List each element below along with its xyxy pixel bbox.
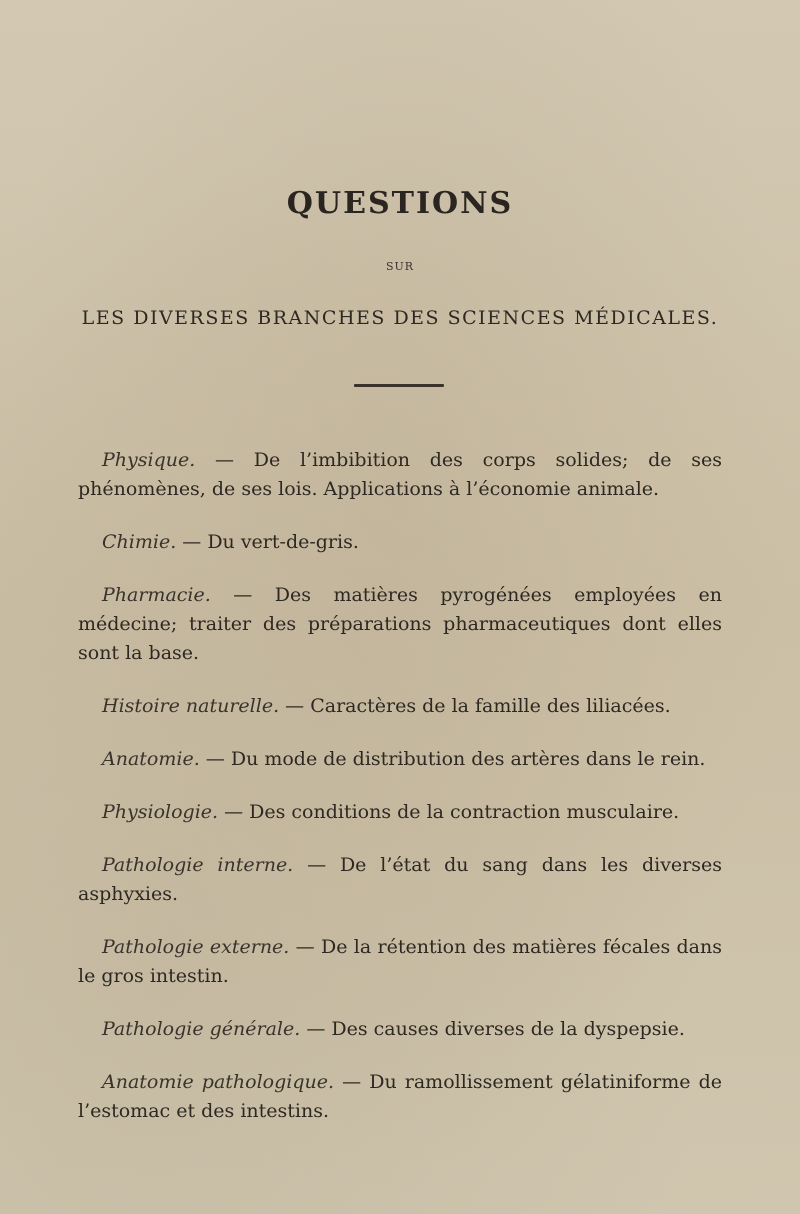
question-text: — Du vert-de-gris. xyxy=(176,531,359,553)
question-item xyxy=(78,933,722,991)
question-text: — De la rétention des matières fécales dans le gros intestin. xyxy=(78,936,722,987)
question-item xyxy=(78,798,722,827)
question-subject: Physique. xyxy=(102,449,196,471)
question-item xyxy=(78,528,722,557)
question-text: — Caractères de la famille des liliacées. xyxy=(279,695,671,717)
question-text: — Du mode de distribution des artères dans le rein. xyxy=(199,748,706,770)
question-item xyxy=(78,1068,722,1126)
question-subject: Pathologie générale. xyxy=(102,1018,301,1040)
question-item xyxy=(78,745,722,774)
question-item xyxy=(78,1015,722,1044)
question-text: — Des matières pyrogénées employées en médecine; traiter des préparations pharmaceutiques dont elles sont la base. xyxy=(78,584,722,664)
question-item xyxy=(78,851,722,909)
question-item xyxy=(78,581,722,668)
question-text: — Des conditions de la contraction musculaire. xyxy=(218,801,680,823)
question-text: — Des causes diverses de la dyspepsie. xyxy=(300,1018,685,1040)
page-title: QUESTIONS xyxy=(286,186,514,221)
page-subtitle: LES DIVERSES BRANCHES DES SCIENCES MÉDICALES. xyxy=(81,307,719,329)
question-text: — De l’imbibition des corps solides; de ses phénomènes, de ses lois. Applications à l’économie animale. xyxy=(78,449,722,500)
question-subject: Anatomie pathologique. xyxy=(102,1071,335,1093)
question-subject: Chimie. xyxy=(102,531,177,553)
question-item xyxy=(78,446,722,504)
question-subject: Physiologie. xyxy=(102,801,219,823)
question-subject: Pathologie interne. xyxy=(102,854,294,876)
title-connector: SUR xyxy=(385,260,415,273)
question-text: — Du ramollissement gélatiniforme de l’estomac et des intestins. xyxy=(78,1071,722,1122)
question-text: — De l’état du sang dans les diverses asphyxies. xyxy=(78,854,722,905)
question-item xyxy=(78,692,722,721)
question-subject: Anatomie. xyxy=(102,748,200,770)
divider-rule xyxy=(354,384,444,387)
question-subject: Histoire naturelle. xyxy=(102,695,280,717)
questions-list xyxy=(78,446,722,1150)
question-subject: Pharmacie. xyxy=(102,584,211,606)
question-subject: Pathologie externe. xyxy=(102,936,290,958)
